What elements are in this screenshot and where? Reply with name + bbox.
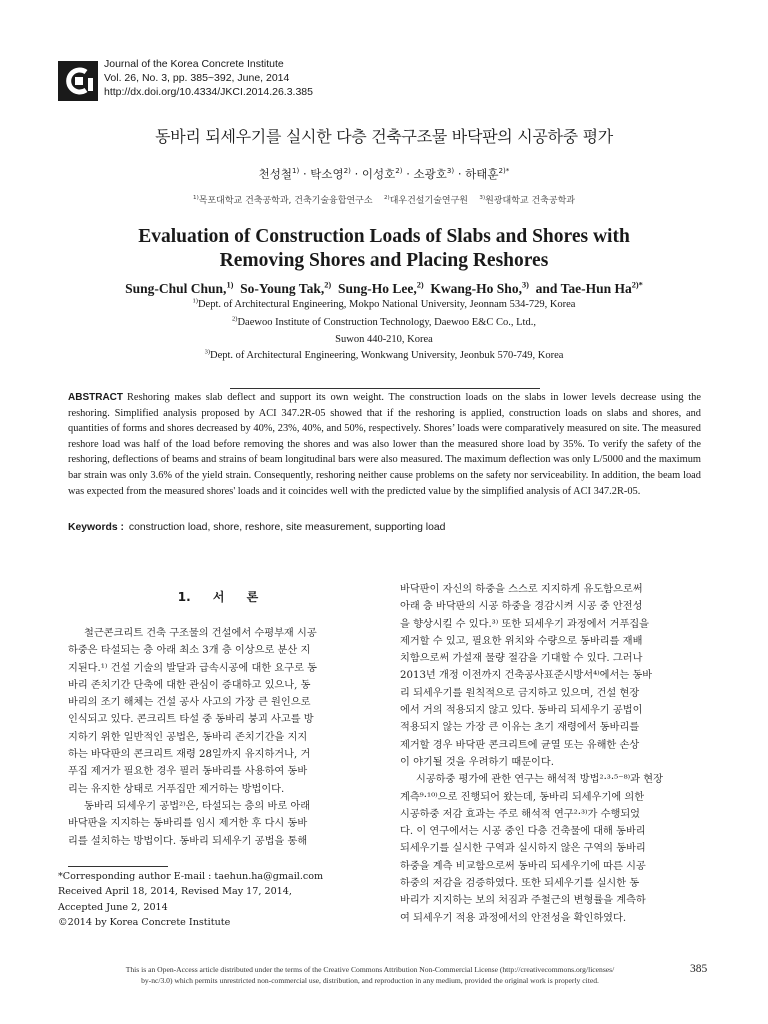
journal-logo — [58, 61, 98, 101]
body-text-line: 리 되세우기를 원칙적으로 금지하고 있으며, 건설 현장 — [400, 687, 640, 699]
body-text-line: 푸집 제거가 필요한 경우 필러 동바리를 사용하여 동바 — [68, 766, 308, 778]
footnote-accepted: Accepted June 2, 2014 — [58, 901, 168, 913]
body-text-line: 바닥판이 자신의 하중을 스스로 지지하게 유도함으로써 — [400, 584, 643, 595]
affiliation-text: Suwon 440-210, Korea — [335, 334, 433, 345]
affiliation-gap — [373, 196, 384, 206]
affiliation-text: 대우건설기술연구원 — [389, 196, 468, 206]
korean-authors — [0, 166, 768, 182]
author-separator: · — [402, 167, 414, 181]
body-text-line: 다. 이 연구에서는 시공 중인 다층 건축물에 대해 동바리 — [400, 826, 646, 838]
author-affiliation-mark: 1) — [291, 166, 300, 176]
english-title — [0, 225, 768, 273]
author-affiliation-mark: 1) — [226, 280, 234, 290]
author-affiliation-mark: 2)* — [631, 280, 643, 290]
english-title-line-2: Removing Shores and Placing Reshores — [219, 250, 549, 271]
body-text-line: 적용되지 않는 가장 큰 이유는 초기 재령에서 동바리를 — [400, 722, 640, 734]
author-separator: · — [350, 167, 362, 181]
affiliation-line — [0, 317, 768, 328]
body-text-line: 지하기 위한 일반적인 공법은, 동바리 존치기간을 지지 — [68, 731, 308, 743]
license-line-1: This is an Open-Access article distributed under the terms of the Creative Commons Attribution Non-Commercial License (http://creativecommons.org/licenses/ — [125, 965, 615, 974]
author-name: Sung-Ho Lee, — [337, 281, 417, 296]
body-text-line: 동바리 되세우기 공법²⁾은, 타설되는 층의 바로 아래 — [84, 800, 311, 812]
author-affiliation-mark: 3) — [521, 280, 529, 290]
body-text-line: 2013년 개정 이전까지 건축공사표준시방서⁴⁾에서는 동바 — [400, 670, 653, 682]
body-text-line: 계측⁹·¹⁰⁾으로 진행되어 왔는데, 동바리 되세우기에 의한 — [400, 791, 645, 803]
author-name: Sung-Chul Chun, — [125, 281, 227, 296]
body-text-line: 치함으로써 가설재 물량 절감을 기대할 수 있다. 그러나 — [400, 653, 643, 665]
affiliation-mark: 3) — [479, 195, 486, 201]
body-column-left — [68, 625, 368, 850]
korean-affiliations — [0, 193, 768, 206]
journal-doi[interactable]: http://dx.doi.org/10.4334/JKCI.2014.26.3.385 — [104, 86, 313, 98]
license-notice — [60, 964, 680, 986]
author-name: and Tae-Hun Ha — [535, 281, 632, 296]
body-column-right — [400, 581, 702, 927]
author-affiliation-mark: 2) — [343, 166, 351, 176]
body-text-line: 시공하중 저감 효과는 주로 해석적 연구²·³⁾가 수행되었 — [400, 808, 640, 820]
keywords-text: construction load, shore, reshore, site measurement, supporting load — [128, 522, 446, 533]
license-line-2: by-nc/3.0) which permits unrestricted non-commercial use, distribution, and reproduction in any medium, provided the original work is properly cited. — [141, 976, 599, 985]
section-heading — [68, 588, 368, 605]
body-text-line: 하중의 저감을 검증하였다. 또한 되세우기를 실시한 동 — [400, 878, 640, 890]
affiliation-mark: 2) — [232, 315, 238, 323]
affiliation-mark: 1) — [193, 195, 199, 201]
affiliation-text: Daewoo Institute of Construction Technology, Daewoo E&C Co., Ltd., — [237, 317, 536, 328]
affiliation-line — [0, 299, 768, 310]
footnote-corresponding: *Corresponding author E-mail : taehun.ha@gmail.com — [58, 871, 324, 882]
affiliation-mark: 1) — [192, 297, 198, 305]
korean-title: 동바리 되세우기를 실시한 다층 건축구조물 바닥판의 시공하중 평가 — [155, 127, 613, 146]
body-text-line: 하중은 타설되는 층 아래 최소 3개 층 이상으로 분산 지 — [68, 645, 311, 657]
abstract-label: ABSTRACT — [68, 392, 123, 403]
affiliation-text: Dept. of Architectural Engineering, Wonkwang University, Jeonbuk 570-749, Korea — [209, 350, 564, 361]
footnotes — [58, 869, 378, 931]
author-name: 하태훈 — [465, 167, 499, 181]
journal-name: Journal of the Korea Concrete Institute — [104, 58, 284, 70]
section-title: 서 론 — [212, 590, 259, 604]
body-text-line: 아래 층 바닥판의 시공 하중을 경감시켜 시공 중 안전성 — [400, 601, 643, 613]
author-name: 이성호 — [361, 167, 396, 181]
english-authors — [0, 281, 768, 297]
abstract — [68, 390, 701, 499]
kci-logo-icon — [58, 61, 98, 101]
footnote-received: Received April 18, 2014, Revised May 17, 2014, — [58, 886, 292, 898]
body-text-line: 바리가 지지하는 보의 처짐과 주철근의 변형률을 계측하 — [400, 895, 646, 907]
keywords — [68, 522, 701, 533]
author-affiliation-mark: 3) — [446, 166, 455, 176]
page-number: 385 — [690, 963, 708, 975]
body-text-line: 되세우기를 실시한 구역과 실시하지 않은 구역의 동바리 — [400, 843, 646, 855]
body-text-line: 바리 존치기간 단축에 대한 관심이 증대하고 있으나, 동 — [68, 679, 311, 691]
affiliation-text: 원광대학교 건축공학과 — [485, 196, 575, 206]
abstract-divider — [230, 388, 540, 389]
footnote-copyright: ©2014 by Korea Concrete Institute — [58, 917, 231, 929]
affiliation-line — [0, 350, 768, 361]
abstract-text: Reshoring makes slab deflect and support its own weight. The construction loads on the slabs in lower levels decrease using the reshoring. Simplified analysis proposed by ACI 347.2R-05 showed that if the reshoring is applied, construction loads on slabs and shores, and quantities of forms and shores decreased by 40%, 23%, 40%, and 50%, respectively. Shores’ loads were comparatively measured on site. The measured reshore load was half of the load before removing the shores and was also lower than the measured shore load by 35%. To verify the safety of the reshoring, deflections of beams and strains of beam longitudinal bars were also measured. The maximum deflection was only L/5000 and the maximum bar strain was only 3.6% of the yield strain. Consequently, reshoring neither cause problems on the safety nor serviceability. In addition, the beam load was expected from the measured shores' loads and it coincides well with the predicted value by the simplified analysis of ACI 347.2R-05. — [68, 392, 701, 497]
author-affiliation-mark: 2) — [324, 280, 332, 290]
author-name: 천성철 — [258, 167, 292, 181]
author-separator: · — [454, 167, 466, 181]
footnote-divider — [68, 866, 168, 867]
author-name: So-Young Tak, — [240, 281, 325, 296]
body-text-line: 이 야기될 것을 우려하기 때문이다. — [400, 756, 554, 768]
body-text-line: 여 되세우기 적용 과정에서의 안전성을 확인하였다. — [400, 912, 627, 924]
body-text-line: 리는 유지한 상태로 거푸집만 제거하는 방법이다. — [68, 783, 285, 795]
body-text-line: 리를 설치하는 방법이다. 동바리 되세우기 공법을 통해 — [68, 835, 308, 847]
body-text-line: 바닥판을 지지하는 동바리를 임시 제거한 후 다시 동바 — [68, 818, 308, 830]
affiliation-gap — [468, 196, 479, 206]
affiliation-mark: 2) — [383, 195, 390, 201]
body-text-line: 하중을 계측 비교함으로써 동바리 되세우기에 따른 시공 — [400, 860, 646, 872]
affiliation-text: 목포대학교 건축공학과, 건축기술융합연구소 — [198, 196, 373, 206]
journal-volume: Vol. 26, No. 3, pp. 385~392, June, 2014 — [104, 72, 290, 84]
affiliation-mark: 3) — [204, 348, 210, 356]
body-text-line: 하는 바닥판의 콘크리트 재령 28일까지 유지하거나, 거 — [68, 749, 311, 761]
body-text-line: 인식되고 있다. 콘크리트 타설 중 동바리 붕괴 사고를 방 — [68, 714, 314, 726]
author-separator: · — [299, 167, 311, 181]
author-affiliation-mark: 2)* — [498, 166, 510, 176]
body-text-line: 제거할 경우 바닥판 콘크리트에 균열 또는 유해한 손상 — [400, 739, 640, 751]
author-name: 탁소영 — [310, 167, 344, 181]
body-text-line: 지된다.¹⁾ 건설 기술의 발달과 급속시공에 대한 요구로 동 — [68, 662, 317, 674]
keywords-label: Keywords : — [68, 522, 125, 533]
author-name: Kwang-Ho Sho, — [430, 281, 522, 296]
author-affiliation-mark: 2) — [416, 280, 424, 290]
section-number: 1. — [177, 590, 191, 604]
body-text-line: 제거할 수 있고, 필요한 위치와 수량으로 동바리를 재배 — [400, 635, 643, 647]
body-text-line: 에서 거의 적용되지 않고 있다. 동바리 되세우기 공법이 — [400, 705, 643, 717]
body-text-line: 바리의 조기 해체는 건설 공사 사고의 가장 큰 원인으로 — [68, 697, 311, 709]
affiliation-line — [0, 334, 768, 345]
english-title-line-1: Evaluation of Construction Loads of Slabs and Shores with — [138, 226, 630, 247]
body-text-line: 을 향상시킬 수 있다.³⁾ 또한 되세우기 과정에서 거푸집을 — [400, 618, 649, 630]
body-text-line: 시공하중 평가에 관한 연구는 해석적 방법²·³·⁵⁻⁸⁾과 현장 — [416, 774, 663, 786]
author-affiliation-mark: 2) — [395, 166, 403, 176]
author-name: 소광호 — [413, 167, 447, 181]
affiliation-text: Dept. of Architectural Engineering, Mokpo National University, Jeonnam 534-729, Korea — [197, 299, 576, 310]
body-text-line: 철근콘크리트 건축 구조물의 건설에서 수평부재 시공 — [84, 628, 317, 639]
